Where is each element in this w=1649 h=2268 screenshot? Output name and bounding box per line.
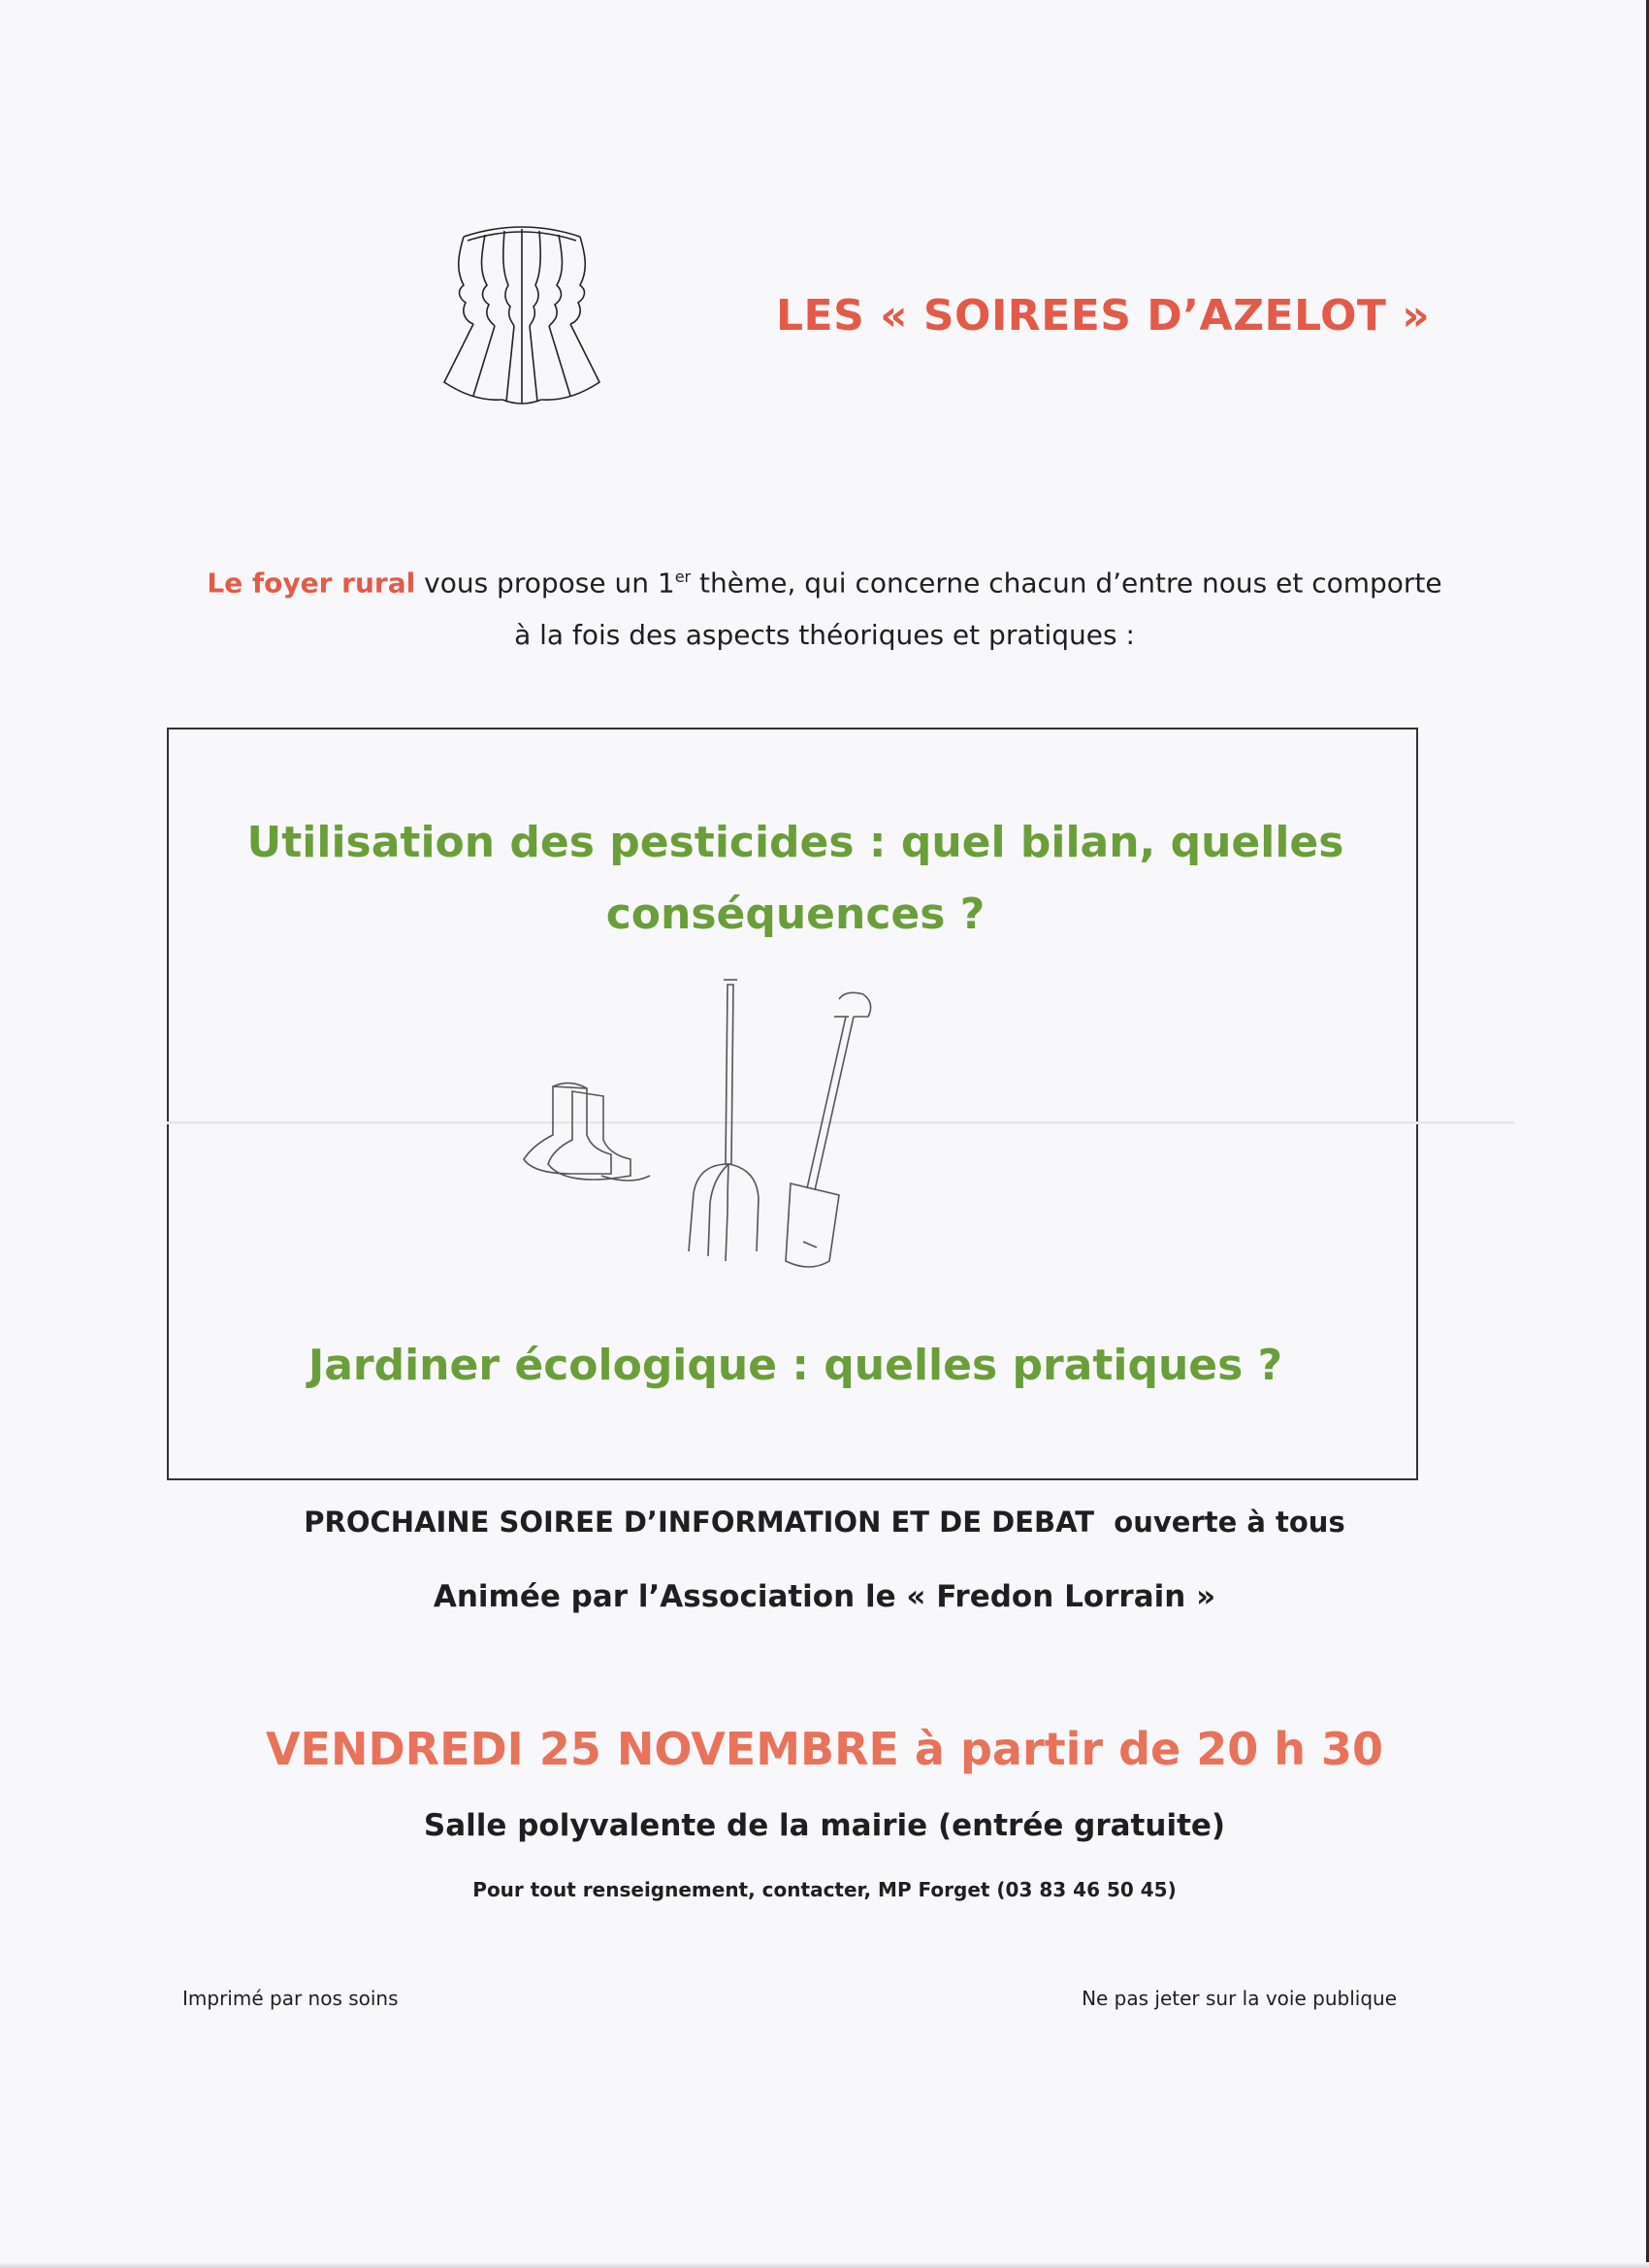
topic-ecological-gardening: Jardiner écologique : quelles pratiques ? [307, 1341, 1283, 1390]
page-bottom-edge [0, 2262, 1649, 2268]
boot-icon [524, 1086, 611, 1174]
no-litter-note: Ne pas jeter sur la voie publique [1082, 1987, 1397, 2010]
intro-superscript: er [674, 567, 692, 586]
event-date: VENDREDI 25 NOVEMBRE à partir de 20 h 30 [265, 1723, 1384, 1775]
foyer-rural-highlight: Le foyer rural [207, 567, 416, 599]
intro-line-1 [146, 551, 1504, 609]
next-evening-announcement [165, 1506, 1484, 1539]
topic-pesticides-line-2: conséquences ? [605, 890, 986, 939]
intro-text-before: vous propose un 1 [415, 567, 675, 599]
intro-paragraph [146, 551, 1504, 662]
garden-tools-icon [495, 970, 960, 1300]
event-venue: Salle polyvalente de la mairie (entrée gratuite) [423, 1808, 1226, 1843]
topic-pesticides [213, 807, 1377, 951]
topic-pesticides-line-1: Utilisation des pesticides : quel bilan, quelles [246, 818, 1344, 867]
host-line: Animée par l’Association le « Fredon Lorrain » [433, 1579, 1216, 1614]
open-to-all-label: ouverte à tous [1114, 1506, 1345, 1539]
printed-by-note: Imprimé par nos soins [182, 1987, 399, 2010]
contact-info: Pour tout renseignement, contacter, MP Forget (03 83 46 50 45) [472, 1878, 1177, 1901]
intro-line-2: à la fois des aspects théoriques et pratiques : [514, 619, 1135, 652]
page-title: LES « SOIREES D’AZELOT » [776, 291, 1431, 340]
faces-vase-logo-icon [435, 217, 609, 411]
spade-icon [839, 992, 871, 1017]
next-evening-label: PROCHAINE SOIREE D’INFORMATION ET DE DEBAT [304, 1506, 1095, 1539]
intro-text-after: thème, qui concerne chacun d’entre nous et comporte [691, 567, 1442, 599]
fork-icon [726, 985, 733, 1164]
